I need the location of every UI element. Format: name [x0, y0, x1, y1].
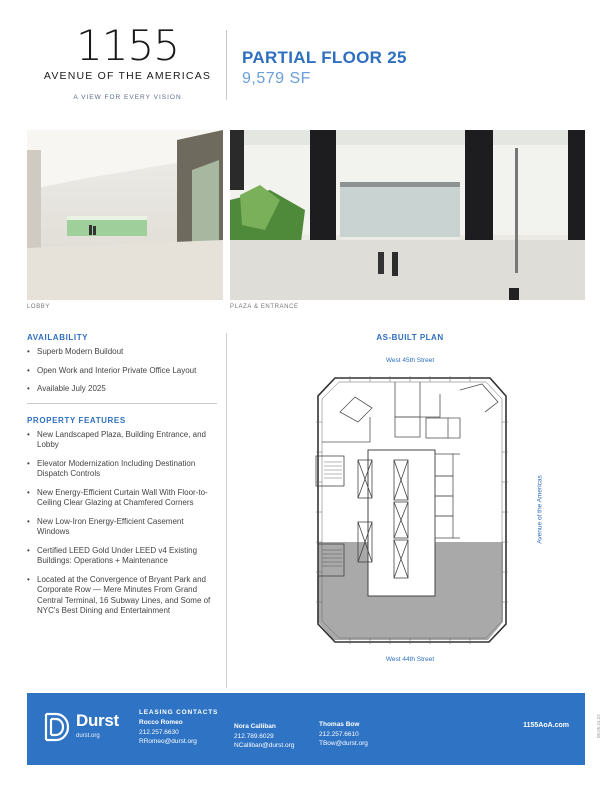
available-space-shading [368, 596, 435, 640]
plaza-caption: PLAZA & ENTRANCE [230, 304, 299, 310]
contact-name: Rocco Romeo [139, 719, 183, 726]
floor-area: 9,579 SF [242, 70, 311, 87]
list-item: • Located at the Convergence of Bryant Park and Corporate Row — Mere Minutes From Grand Central Terminal, 16 Subway Lines, and Some of NYC's Best Dining and Entertainment [27, 575, 217, 617]
contact-email[interactable]: RRomeo@durst.org [139, 738, 197, 745]
contact-phone[interactable]: 212.789.6029 [234, 732, 274, 740]
contact-card [139, 718, 197, 747]
features-heading: PROPERTY FEATURES [27, 415, 126, 425]
list-item: • New Low-Iron Energy-Efficient Casement Windows [27, 517, 217, 538]
durst-logo-icon [42, 711, 72, 748]
lobby-photo [27, 130, 223, 300]
building-logo [40, 21, 215, 101]
contact-name: Thomas Bow [319, 721, 360, 728]
available-space-shading [318, 542, 368, 640]
list-item: • Elevator Modernization Including Destination Dispatch Controls [27, 459, 217, 480]
section-divider [27, 403, 217, 404]
plan-heading: AS-BUILT PLAN [376, 333, 444, 342]
availability-heading: AVAILABILITY [27, 333, 89, 342]
logo-subtitle: AVENUE OF THE AMERICAS [43, 70, 212, 82]
document-code: 06.05.24.22 [596, 714, 601, 738]
available-space-shading [435, 542, 503, 640]
list-item: • Superb Modern Buildout [27, 347, 217, 358]
list-item: • Available July 2025 [27, 384, 217, 395]
details-column [27, 333, 217, 625]
list-item: • Open Work and Interior Private Office Layout [27, 366, 217, 377]
north-street-label: West 45th Street [385, 357, 435, 364]
contact-phone[interactable]: 212.257.6630 [139, 728, 179, 736]
footer-bar [27, 693, 585, 765]
contact-name: Nora Calliban [234, 723, 276, 730]
list-item: • New Landscaped Plaza, Building Entrance, and Lobby [27, 430, 217, 451]
contact-card [319, 720, 368, 749]
features-list [27, 430, 217, 617]
east-street-label: Avenue of the Americas [536, 475, 544, 544]
leasing-contacts-heading: LEASING CONTACTS [139, 709, 219, 716]
durst-url[interactable]: durst.org [76, 733, 100, 739]
contact-email[interactable]: TBow@durst.org [319, 740, 368, 747]
column-divider [226, 333, 227, 688]
plaza-entrance-photo [230, 130, 585, 300]
contact-phone[interactable]: 212.257.6610 [319, 730, 359, 738]
floor-plan [310, 372, 515, 657]
list-item: • Certified LEED Gold Under LEED v4 Existing Buildings: Operations + Maintenance [27, 546, 217, 567]
availability-list [27, 347, 217, 395]
header-divider [226, 30, 227, 100]
south-street-label: West 44th Street [385, 656, 435, 663]
durst-brand: Durst [76, 711, 119, 730]
contact-card [234, 722, 294, 751]
logo-number: 1155 [76, 21, 179, 70]
page-title: PARTIAL FLOOR 25 [242, 48, 407, 67]
contact-email[interactable]: NCalliban@durst.org [234, 742, 295, 749]
lobby-caption: LOBBY [27, 304, 51, 310]
tagline: A VIEW FOR EVERY VISION [73, 94, 182, 101]
website-link[interactable]: 1155AoA.com [523, 722, 569, 729]
list-item: • New Energy-Efficient Curtain Wall With Floor-to-Ceiling Clear Glazing at Chamfered Corners [27, 488, 217, 509]
